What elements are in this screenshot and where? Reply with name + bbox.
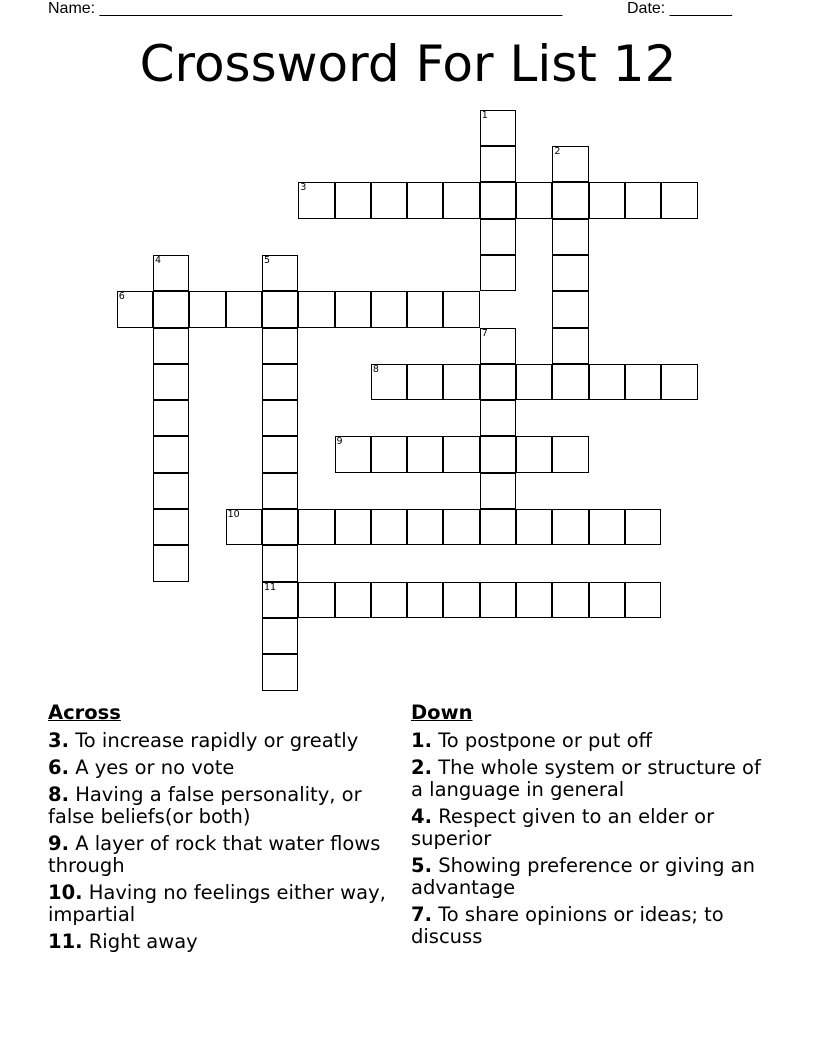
across-clues xyxy=(48,702,388,958)
grid-cell[interactable] xyxy=(552,436,588,472)
grid-cell[interactable] xyxy=(480,436,516,472)
grid-cell[interactable] xyxy=(407,182,443,218)
grid-cell[interactable] xyxy=(262,364,298,400)
grid-cell[interactable] xyxy=(443,291,479,327)
clue-number: 6 xyxy=(118,291,125,303)
grid-cell-5[interactable] xyxy=(262,255,298,291)
down-clue xyxy=(411,757,771,801)
grid-cell[interactable] xyxy=(480,364,516,400)
name-field-label: Name: ____________________________________________________ xyxy=(48,0,563,17)
grid-cell[interactable] xyxy=(153,545,189,581)
grid-cell[interactable] xyxy=(262,328,298,364)
grid-cell[interactable] xyxy=(443,436,479,472)
clue-number: 10 xyxy=(227,509,240,521)
grid-cell[interactable] xyxy=(371,436,407,472)
across-clue xyxy=(48,757,388,779)
across-clue xyxy=(48,931,388,953)
clue-number: 10. xyxy=(48,881,83,904)
clue-number: 11 xyxy=(263,581,277,593)
grid-cell[interactable] xyxy=(298,291,334,327)
clue-text: Having no feelings either way, impartial xyxy=(48,881,386,926)
grid-cell[interactable] xyxy=(153,400,189,436)
clue-text: Respect given to an elder or superior xyxy=(411,805,715,850)
clue-text: A yes or no vote xyxy=(75,756,235,779)
clue-number: 7. xyxy=(411,903,432,926)
down-clue xyxy=(411,730,771,752)
grid-cell[interactable] xyxy=(480,146,516,182)
grid-cell[interactable] xyxy=(153,473,189,509)
grid-cell[interactable] xyxy=(335,291,371,327)
clue-number: 5. xyxy=(411,854,432,877)
grid-cell[interactable] xyxy=(371,582,407,618)
grid-cell[interactable] xyxy=(407,291,443,327)
clue-number: 1. xyxy=(411,729,432,752)
grid-cell[interactable] xyxy=(371,291,407,327)
grid-cell[interactable] xyxy=(335,582,371,618)
grid-cell-4[interactable] xyxy=(153,255,189,291)
grid-cell[interactable] xyxy=(407,582,443,618)
grid-cell[interactable] xyxy=(552,509,588,545)
grid-cell[interactable] xyxy=(262,618,298,654)
clue-number: 2. xyxy=(411,756,432,779)
clue-text: To share opinions or ideas; to discuss xyxy=(411,903,724,948)
clue-number: 8. xyxy=(48,783,69,806)
grid-cell[interactable] xyxy=(153,436,189,472)
grid-cell[interactable] xyxy=(443,509,479,545)
grid-cell[interactable] xyxy=(262,400,298,436)
clue-number: 11. xyxy=(48,930,83,953)
clue-number: 5 xyxy=(263,254,270,266)
grid-cell[interactable] xyxy=(262,509,298,545)
clue-number: 6. xyxy=(48,756,69,779)
grid-cell[interactable] xyxy=(661,182,697,218)
grid-cell[interactable] xyxy=(625,182,661,218)
grid-cell-9[interactable] xyxy=(335,436,371,472)
grid-cell[interactable] xyxy=(407,436,443,472)
grid-cell[interactable] xyxy=(262,654,298,690)
grid-cell-2[interactable] xyxy=(552,146,588,182)
grid-cell[interactable] xyxy=(153,509,189,545)
grid-cell[interactable] xyxy=(589,509,625,545)
page-title: Crossword For List 12 xyxy=(139,35,677,93)
down-clue-list xyxy=(411,730,771,948)
down-clue xyxy=(411,904,771,948)
grid-cell[interactable] xyxy=(516,509,552,545)
clue-number: 4 xyxy=(155,254,162,266)
grid-cell[interactable] xyxy=(407,364,443,400)
grid-cell[interactable] xyxy=(552,291,588,327)
grid-cell[interactable] xyxy=(443,182,479,218)
down-heading: Down xyxy=(411,701,473,724)
grid-cell[interactable] xyxy=(480,400,516,436)
clue-text: The whole system or structure of a language in general xyxy=(411,756,761,801)
grid-cell-1[interactable] xyxy=(480,110,516,146)
grid-cell[interactable] xyxy=(443,364,479,400)
grid-cell[interactable] xyxy=(552,219,588,255)
grid-cell[interactable] xyxy=(480,219,516,255)
clue-text: Showing preference or giving an advantage xyxy=(411,854,755,899)
clue-number: 3 xyxy=(300,182,307,194)
grid-cell[interactable] xyxy=(153,328,189,364)
grid-cell[interactable] xyxy=(589,582,625,618)
clue-number: 7 xyxy=(481,327,488,339)
grid-cell[interactable] xyxy=(335,509,371,545)
date-field-label: Date: _______ xyxy=(627,0,732,17)
grid-cell[interactable] xyxy=(480,182,516,218)
clue-text: To increase rapidly or greatly xyxy=(75,729,359,752)
down-clues xyxy=(411,702,771,953)
across-clue-list xyxy=(48,730,388,953)
clue-number: 1 xyxy=(481,109,488,121)
grid-cell[interactable] xyxy=(153,364,189,400)
grid-cell-10[interactable] xyxy=(226,509,262,545)
across-clue xyxy=(48,833,388,877)
grid-cell[interactable] xyxy=(371,509,407,545)
across-heading: Across xyxy=(48,701,121,724)
clue-number: 3. xyxy=(48,729,69,752)
grid-cell[interactable] xyxy=(625,364,661,400)
clue-text: Right away xyxy=(88,930,198,953)
across-clue xyxy=(48,784,388,828)
grid-cell[interactable] xyxy=(480,255,516,291)
grid-cell[interactable] xyxy=(226,291,262,327)
grid-cell[interactable] xyxy=(371,182,407,218)
grid-cell[interactable] xyxy=(516,582,552,618)
grid-cell[interactable] xyxy=(443,582,479,618)
grid-cell[interactable] xyxy=(589,364,625,400)
grid-cell[interactable] xyxy=(262,473,298,509)
grid-cell[interactable] xyxy=(407,509,443,545)
across-clue xyxy=(48,882,388,926)
grid-cell[interactable] xyxy=(552,328,588,364)
down-clue xyxy=(411,855,771,899)
clue-number: 2 xyxy=(554,146,561,158)
grid-cell[interactable] xyxy=(552,582,588,618)
down-clue xyxy=(411,806,771,850)
grid-cell[interactable] xyxy=(262,436,298,472)
across-clue xyxy=(48,730,388,752)
grid-cell[interactable] xyxy=(189,291,225,327)
grid-cell[interactable] xyxy=(625,509,661,545)
grid-cell[interactable] xyxy=(335,182,371,218)
clue-number: 4. xyxy=(411,805,432,828)
grid-cell[interactable] xyxy=(480,509,516,545)
grid-cell[interactable] xyxy=(480,473,516,509)
grid-cell[interactable] xyxy=(262,545,298,581)
clue-text: A layer of rock that water flows through xyxy=(48,832,381,877)
grid-cell[interactable] xyxy=(625,582,661,618)
clue-number: 9 xyxy=(336,436,343,448)
clue-number: 9. xyxy=(48,832,69,855)
clue-text: To postpone or put off xyxy=(438,729,652,752)
clue-number: 8 xyxy=(372,363,379,375)
grid-cell[interactable] xyxy=(552,182,588,218)
grid-cell-11[interactable] xyxy=(262,582,298,618)
grid-cell-7[interactable] xyxy=(480,328,516,364)
grid-cell[interactable] xyxy=(298,509,334,545)
grid-cell-8[interactable] xyxy=(371,364,407,400)
grid-cell[interactable] xyxy=(262,291,298,327)
grid-cell[interactable] xyxy=(480,582,516,618)
grid-cell[interactable] xyxy=(516,364,552,400)
grid-cell[interactable] xyxy=(552,364,588,400)
grid-cell[interactable] xyxy=(516,436,552,472)
grid-cell[interactable] xyxy=(153,291,189,327)
grid-cell[interactable] xyxy=(516,182,552,218)
grid-cell[interactable] xyxy=(298,582,334,618)
grid-cell[interactable] xyxy=(589,182,625,218)
clue-text: Having a false personality, or false beliefs(or both) xyxy=(48,783,362,828)
grid-cell[interactable] xyxy=(552,255,588,291)
grid-cell-6[interactable] xyxy=(117,291,153,327)
grid-cell-3[interactable] xyxy=(298,182,334,218)
grid-cell[interactable] xyxy=(661,364,697,400)
